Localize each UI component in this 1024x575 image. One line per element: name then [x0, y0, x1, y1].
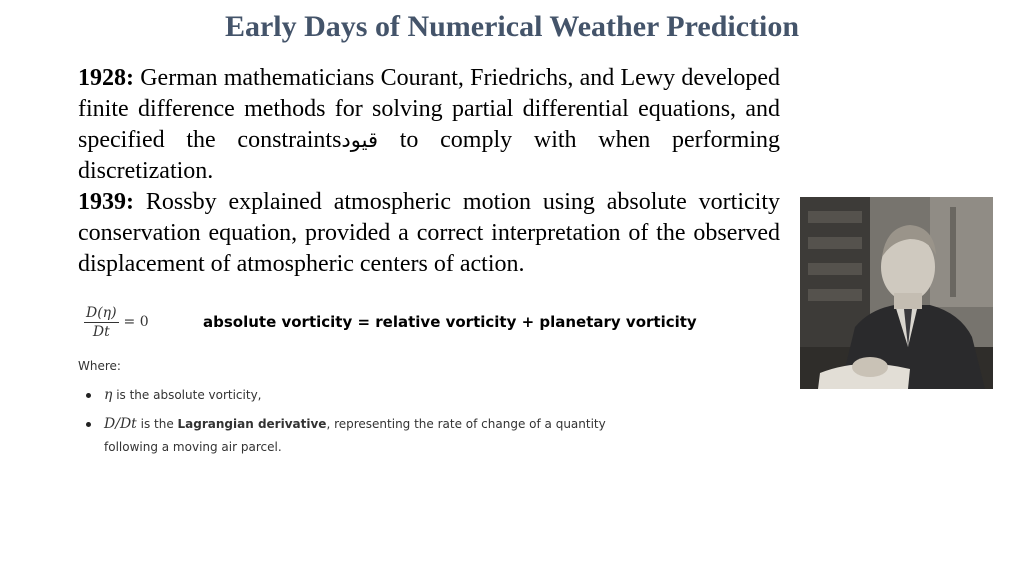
paragraph-1928 [78, 63, 780, 187]
body-text [78, 63, 780, 280]
bullet-text: is the absolute vorticity, [112, 388, 262, 402]
vorticity-relation: absolute vorticity = relative vorticity + planetary vorticity [203, 313, 697, 331]
equation-denominator: Dt [92, 323, 110, 340]
bullet-text-post: , representing the rate of change of a quantity following a moving air parcel. [104, 417, 606, 454]
equation-numerator: D(η) [86, 304, 117, 321]
equation-fraction [84, 305, 119, 340]
paragraph-1928-text-a: German mathematicians Courant, Friedrichs, and Lewy developed finite difference methods for solving partial differential equations, and specified the constraints [78, 65, 780, 153]
equation-rhs: = 0 [123, 314, 149, 330]
vorticity-equation [84, 300, 149, 344]
eta-symbol: η [104, 387, 113, 403]
arabic-word: قيود [341, 128, 378, 152]
paragraph-1939 [78, 187, 780, 280]
paragraph-1939-text: Rossby explained atmospheric motion using absolute vorticity conservation equation, provided a correct interpretation of the observed displacement of atmospheric centers of action. [78, 189, 780, 277]
definition-list [84, 384, 644, 465]
bullet-term: Lagrangian derivative [177, 417, 327, 431]
bullet-text-pre: is the [136, 417, 178, 431]
year-1939: 1939: [78, 189, 134, 215]
list-item [84, 384, 644, 407]
rossby-portrait-photo [800, 197, 993, 389]
list-item [84, 413, 644, 459]
year-1928: 1928: [78, 65, 134, 91]
paragraph-1928-text-b: to comply with when performing discretization. [78, 127, 780, 184]
derivative-symbol: D/Dt [104, 416, 137, 432]
where-label: Where: [78, 359, 121, 373]
slide-title: Early Days of Numerical Weather Prediction [224, 10, 800, 43]
portrait-image [800, 197, 993, 389]
